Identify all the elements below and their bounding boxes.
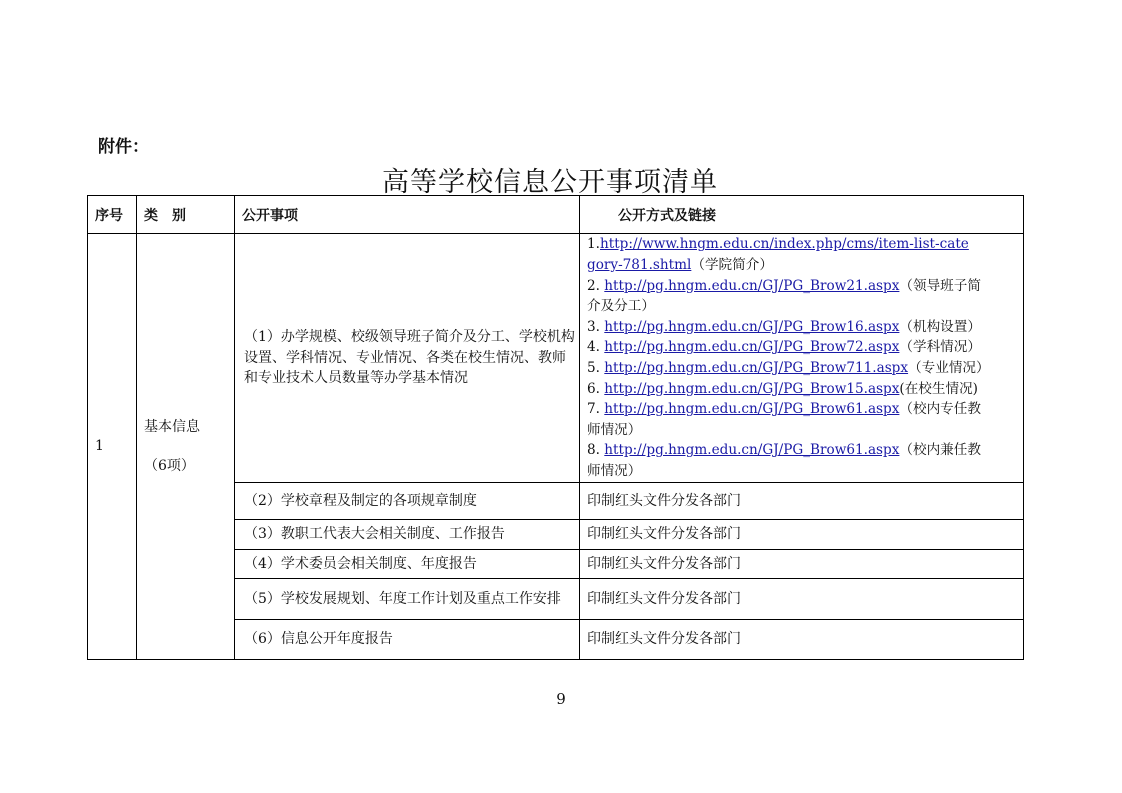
link-line-5: 5. http://pg.hngm.edu.cn/GJ/PG_Brow711.aspx（专业情况） (587, 360, 990, 376)
link-8[interactable]: http://pg.hngm.edu.cn/GJ/PG_Brow61.aspx (604, 442, 900, 459)
link-line-7: 7. http://pg.hngm.edu.cn/GJ/PG_Brow61.aspx（校内专任教 (587, 401, 981, 418)
link-line-1: 1.http://www.hngm.edu.cn/index.php/cms/item-list-cate (587, 236, 969, 253)
table-header-row (88, 196, 1024, 234)
link-1[interactable]: http://www.hngm.edu.cn/index.php/cms/item-list-cate (599, 236, 969, 253)
link-line-2: 2. http://pg.hngm.edu.cn/GJ/PG_Brow21.aspx（领导班子简 (587, 277, 981, 294)
category-name: 基本信息 (144, 418, 200, 435)
item-cell: （1）办学规模、校级领导班子简介及分工、学校机构设置、学科情况、专业情况、各类在校生情况、教师和专业技术人员数量等办学基本情况 (235, 234, 580, 483)
table-row (88, 234, 1024, 483)
header-category: 类 别 (137, 196, 235, 234)
link-4[interactable]: http://pg.hngm.edu.cn/GJ/PG_Brow72.aspx (604, 339, 900, 356)
link-line-6: 6. http://pg.hngm.edu.cn/GJ/PG_Brow15.aspx(在校生情况) (587, 380, 978, 397)
page-number: 9 (556, 690, 566, 708)
link-line-3: 3. http://pg.hngm.edu.cn/GJ/PG_Brow16.aspx（机构设置） (587, 318, 981, 335)
header-item: 公开事项 (235, 196, 580, 234)
category-count: （6项） (144, 458, 195, 474)
link-7[interactable]: http://pg.hngm.edu.cn/GJ/PG_Brow61.aspx (604, 401, 900, 418)
seq-cell: 1 (88, 234, 137, 660)
header-method: 公开方式及链接 (580, 196, 1024, 234)
link-line-4: 4. http://pg.hngm.edu.cn/GJ/PG_Brow72.aspx（学科情况） (587, 339, 981, 356)
links-cell: 1.http://www.hngm.edu.cn/index.php/cms/item-list-cate gory-781.shtml（学院简介） 2. http://pg.hngm.edu.cn/GJ/PG_Brow21.aspx（领导班子简 介及分工） 3. http://pg.hngm.edu.cn/GJ/PG_Brow16.aspx（机构设置） 4. http://pg.hngm.edu.cn/GJ/PG_Brow72.aspx（学科情况） 5. http://pg.hngm.edu.cn/GJ/PG_Brow711.aspx（专业情况） 6. http://pg.hngm.edu.cn/GJ/PG_Brow15.aspx(在校生情况) 7. http://pg.hngm.edu.cn/GJ/PG_Brow61.aspx（校内专任教 师情况） 8. http://pg.hngm.edu.cn/GJ/PG_Brow61.aspx（校内兼任教 师情况） (580, 234, 1024, 483)
item-cell: （4）学术委员会相关制度、年度报告 (235, 550, 580, 579)
link-1-cont[interactable]: gory-781.shtml (587, 257, 692, 274)
method-cell: 印制红头文件分发各部门 (580, 579, 1024, 620)
method-cell: 印制红头文件分发各部门 (580, 483, 1024, 520)
document-title: 高等学校信息公开事项清单 (382, 167, 718, 198)
disclosure-table (87, 195, 1024, 660)
method-cell: 印制红头文件分发各部门 (580, 520, 1024, 550)
method-cell: 印制红头文件分发各部门 (580, 550, 1024, 579)
item-cell: （2）学校章程及制定的各项规章制度 (235, 483, 580, 520)
link-3[interactable]: http://pg.hngm.edu.cn/GJ/PG_Brow16.aspx (604, 318, 900, 335)
header-seq: 序号 (88, 196, 137, 234)
method-cell: 印制红头文件分发各部门 (580, 620, 1024, 660)
category-cell (137, 234, 235, 660)
link-2[interactable]: http://pg.hngm.edu.cn/GJ/PG_Brow21.aspx (604, 277, 900, 294)
link-5[interactable]: http://pg.hngm.edu.cn/GJ/PG_Brow711.aspx (604, 360, 909, 376)
item-cell: （6）信息公开年度报告 (235, 620, 580, 660)
link-line-8: 8. http://pg.hngm.edu.cn/GJ/PG_Brow61.aspx（校内兼任教 (587, 442, 981, 459)
item-cell: （3）教职工代表大会相关制度、工作报告 (235, 520, 580, 550)
link-6[interactable]: http://pg.hngm.edu.cn/GJ/PG_Brow15.aspx (604, 380, 900, 397)
attachment-label: 附件： (98, 137, 149, 157)
item-cell: （5）学校发展规划、年度工作计划及重点工作安排 (235, 579, 580, 620)
